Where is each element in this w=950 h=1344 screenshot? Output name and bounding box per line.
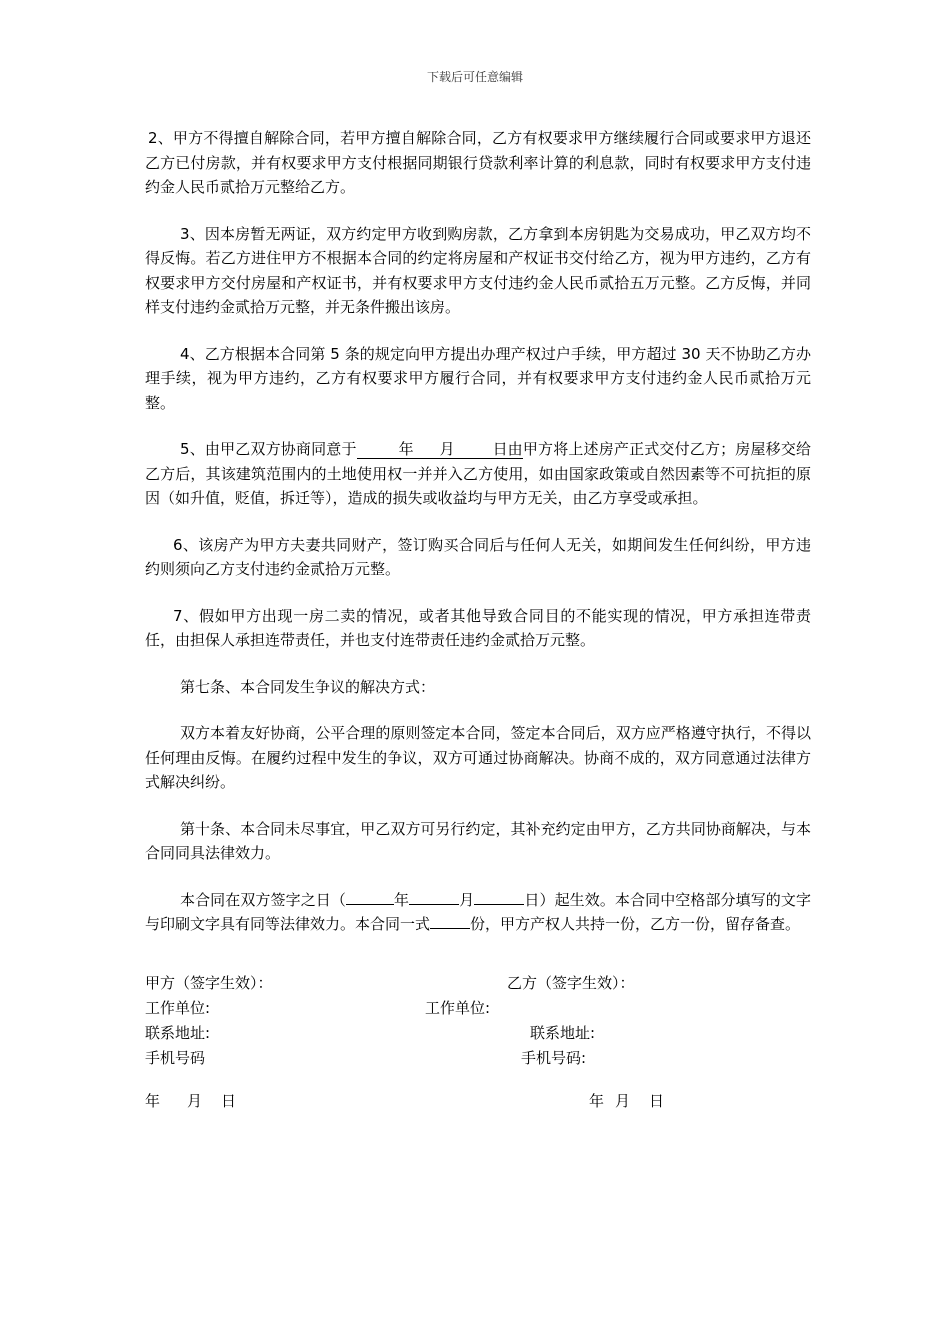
party-b-label: 乙方（签字生效）： [507,974,635,992]
article-10: 第十条、本合同未尽事宜，甲乙双方可另行约定，其补充约定由甲方，乙方共同协商解决，与本合同同具法律效力。 [145,819,811,862]
clause-5 [145,437,811,511]
effective-year-label: 年 [393,890,410,909]
party-a-label: 甲方（签字生效）： [145,974,273,992]
delivery-day-label: 日由 [492,440,523,458]
dispute-resolution: 双方本着友好协商，公平合理的原则签定本合同，签定本合同后，双方应严格遵守执行，不得以任何理由反悔。在履约过程中发生的争议，双方可通过协商解决。协商不成的，双方同意通过法律方式解决纠纷。 [145,724,811,791]
party-a-date-year: 年 [145,1092,161,1110]
party-a-phone-label: 手机号码 [145,1049,206,1067]
party-a-address-label: 联系地址: [145,1024,211,1042]
page-header: 下载后可任意编辑 [426,70,523,84]
clause-5-body: 甲方将上述房产正式交付乙方；房屋移交给乙方后，其该建筑范围内的土地使用权一并并入乙方使用，如由国家政策或自然因素等不可抗拒的原因（如升值，贬值，拆迁等），造成的损失或收益均与甲方无关，由乙方享受或承担。 [145,440,811,507]
party-a-date-day: 日 [221,1092,237,1110]
party-a-date-month: 月 [187,1092,203,1110]
clause-7: 7、假如甲方出现一房二卖的情况，或者其他导致合同目的不能实现的情况，甲方承担连带责任，由担保人承担连带责任，并也支付连带责任违约金贰拾万元整。 [145,606,811,649]
clause-3: 3、因本房暂无两证，双方约定甲方收到购房款，乙方拿到本房钥匙为交易成功，甲乙双方均不得反悔。若乙方进住甲方不根据本合同的约定将房屋和产权证书交付给乙方，视为甲方违约，乙方有权要求甲方交付房屋和产权证书，并有权要求甲方支付违约金人民币贰拾五万元整。乙方反悔，并同样支付违约金贰拾万元整，并无条件搬出该房。 [145,224,811,316]
clause-5-prefix: 5、由甲乙双方协商同意于 [180,440,357,458]
party-a-work-label: 工作单位: [145,999,211,1017]
effective-year-blank [346,904,394,905]
effective-body: 日）起生效。本合同中空格部分填写的文字与印刷文字具有同等法律效力。本合同一式 [145,890,811,933]
delivery-month-label: 月 [439,440,455,458]
effective-prefix: 本合同在双方签字之日（ [180,890,346,909]
party-b-date-month: 月 [615,1092,631,1110]
contract-body [145,126,811,937]
clause-6: 6、该房产为甲方夫妻共同财产，签订购买合同后与任何人无关，如期间发生任何纠纷，甲方违约则须向乙方支付违约金贰拾万元整。 [145,535,811,578]
party-b-phone-label: 手机号码: [521,1049,587,1067]
party-b-work-label: 工作单位: [425,999,491,1017]
copies-blank [430,928,470,929]
copies-body: 份，甲方产权人共持一份，乙方一份，留存备查。 [470,915,801,933]
article-7-heading: 第七条、本合同发生争议的解决方式： [180,677,436,696]
party-b-date-day: 日 [649,1092,665,1110]
clause-4: 4、乙方根据本合同第 5 条的规定向甲方提出办理产权过户手续，甲方超过 30 天不协助乙方办理手续，视为甲方违约，乙方有权要求甲方履行合同，并有权要求甲方支付违约金人民币贰拾万元整。 [145,344,811,412]
effective-month-blank [409,904,459,905]
delivery-date-blank [357,441,523,459]
party-b-date-year: 年 [589,1092,605,1110]
clause-2: 2、甲方不得擅自解除合同，若甲方擅自解除合同，乙方有权要求甲方继续履行合同或要求甲方退还乙方已付房款，并有权要求甲方支付根据同期银行贷款利率计算的利息款，同时有权要求甲方支付违约金人民币贰拾万元整给乙方。 [145,129,811,196]
effective-clause [145,888,811,937]
party-b-address-label: 联系地址: [530,1024,596,1042]
effective-day-blank [474,904,524,905]
delivery-year-label: 年 [398,440,414,458]
effective-month-label: 月 [459,890,475,909]
